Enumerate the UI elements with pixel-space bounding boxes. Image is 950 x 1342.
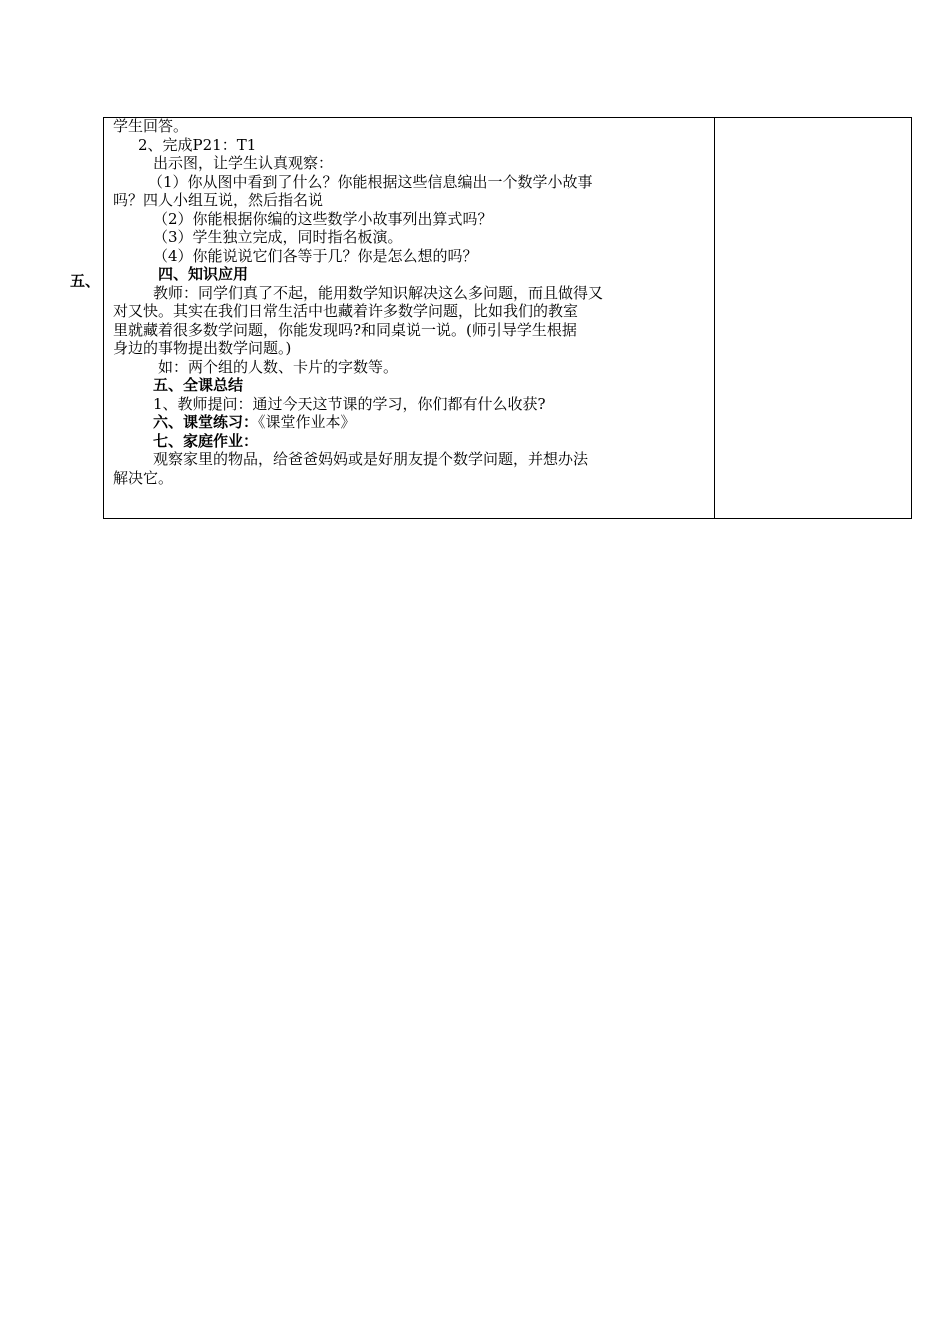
text-line: 学生回答。	[113, 117, 189, 135]
text-line: 如：两个组的人数、卡片的字数等。	[158, 357, 399, 376]
text-line	[113, 413, 707, 432]
section-heading: 六、课堂练习：	[153, 413, 259, 431]
text-line: （3）学生独立完成，同时指名板演。	[153, 228, 403, 246]
text-line: 出示图，让学生认真观察：	[153, 154, 334, 172]
text-line: 身边的事物提出数学问题。)	[113, 339, 292, 357]
section-heading: 七、家庭作业：	[153, 431, 259, 450]
text-line: 观察家里的物品，给爸爸妈妈或是好朋友提个数学问题，并想办法	[153, 450, 589, 468]
text-line: （4）你能说说它们各等于几？你是怎么想的吗？	[153, 246, 478, 265]
text-inline: 《课堂作业本》	[258, 413, 356, 431]
text-line: 1、教师提问：通过今天这节课的学习，你们都有什么收获?	[153, 394, 546, 413]
text-line: （2）你能根据你编的这些数学小故事列出算式吗？	[153, 209, 493, 228]
text-line: 解决它。	[113, 468, 174, 487]
text-line: 吗？四人小组互说，然后指名说	[113, 191, 324, 209]
text-line: （1）你从图中看到了什么？你能根据这些信息编出一个数学小故事	[148, 172, 593, 191]
table-column-divider	[714, 117, 715, 519]
section-heading: 五、全课总结	[153, 376, 244, 394]
text-line: 教师：同学们真了不起，能用数学知识解决这么多问题，而且做得又	[153, 283, 604, 302]
text-line: 对又快。其实在我们日常生活中也藏着许多数学问题，比如我们的教室	[113, 302, 579, 320]
text-line: 里就藏着很多数学问题，你能发现吗?和同桌说一说。(师引导学生根据	[113, 320, 577, 339]
section-number-label: 五、	[70, 272, 101, 290]
lesson-content-cell	[113, 117, 707, 487]
text-line: 2、完成P21：T1	[138, 135, 257, 154]
section-heading: 四、知识应用	[158, 265, 249, 283]
